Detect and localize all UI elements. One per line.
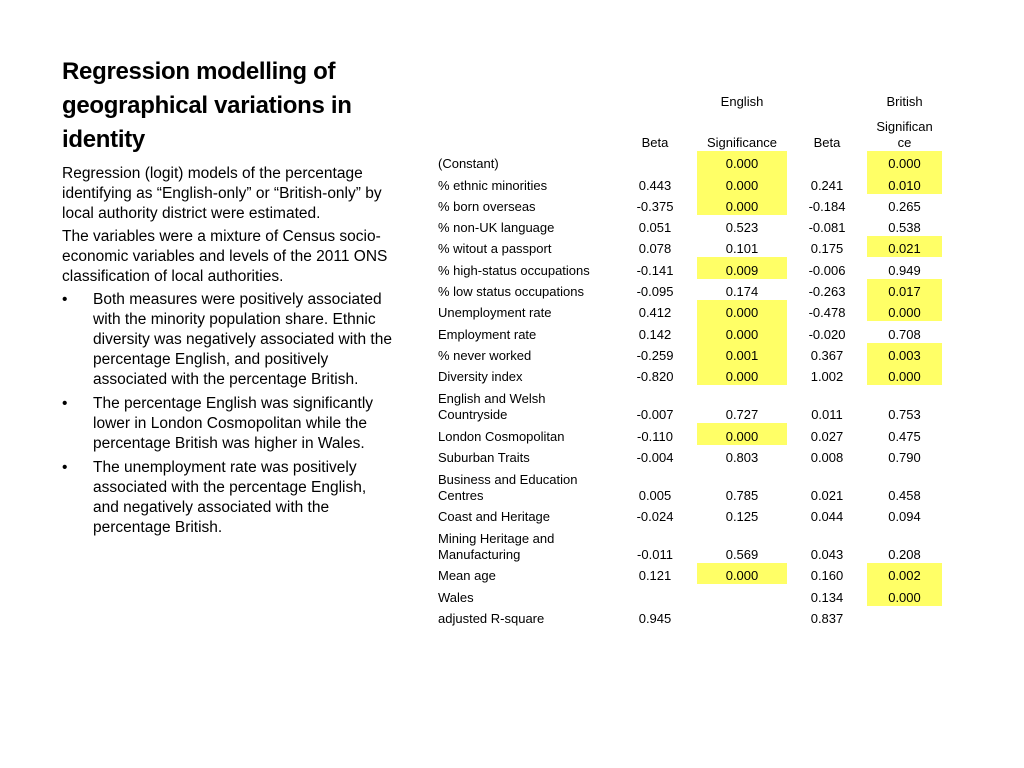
english-significance-cell: 0.000 <box>697 300 787 321</box>
row-label: % high-status occupations <box>438 262 590 278</box>
row-label: Mean age <box>438 568 496 584</box>
english-significance-cell <box>697 584 787 605</box>
row-label: Business and Education Centres <box>438 471 578 503</box>
english-significance-cell: 0.174 <box>725 284 759 300</box>
english-beta-cell: 0.005 <box>638 487 672 503</box>
english-significance-cell <box>697 606 787 627</box>
table-row <box>434 525 942 563</box>
row-label: Suburban Traits <box>438 449 530 465</box>
intro-paragraph: Regression (logit) models of the percentage identifying as “English-only” or “British-only” by local authority district were estimated. <box>62 165 382 222</box>
british-significance-cell: 0.790 <box>888 449 921 465</box>
english-significance-cell: 0.000 <box>697 151 787 172</box>
english-significance-cell: 0.000 <box>697 563 787 584</box>
british-beta-cell: 0.011 <box>811 407 843 423</box>
british-beta-cell: 0.160 <box>810 568 844 584</box>
bullet-marker: • <box>62 395 68 412</box>
british-significance-cell: 0.002 <box>867 563 942 584</box>
british-beta-cell: 0.367 <box>810 347 844 363</box>
british-beta-cell: -0.020 <box>808 326 846 342</box>
english-beta-cell: 0.121 <box>638 568 672 584</box>
english-beta-cell: 0.443 <box>638 177 672 193</box>
english-significance-cell: 0.125 <box>725 509 759 525</box>
english-beta-cell: -0.375 <box>636 198 674 214</box>
british-significance-cell: 0.021 <box>867 236 942 257</box>
british-beta-cell: -0.478 <box>808 305 846 321</box>
row-label: Coast and Heritage <box>438 509 551 525</box>
bullet-marker: • <box>62 291 68 308</box>
british-significance-cell: 0.000 <box>867 364 942 385</box>
bullet-marker: • <box>62 459 68 476</box>
table-row <box>434 151 942 172</box>
table-group-header-row <box>434 91 942 113</box>
bullet-text: The percentage English was significantly lower in London Cosmopolitan while the percentage British was higher in Wales. <box>93 395 374 452</box>
english-significance-cell: 0.785 <box>725 487 759 503</box>
english-beta-cell: -0.820 <box>636 369 674 385</box>
slide-title: Regression modelling of geographical variations in identity <box>62 58 352 153</box>
bullet-item <box>62 458 392 538</box>
english-beta-cell: -0.007 <box>636 407 674 423</box>
british-significance-cell: 0.094 <box>888 509 921 525</box>
british-beta-header: Beta <box>813 135 841 150</box>
british-significance-cell: 0.000 <box>867 300 942 321</box>
bullet-text: Both measures were positively associated with the minority population share. Ethnic diversity was negatively associated with the percentage English, and positively associated with the percentage British. <box>93 291 392 388</box>
row-label: adjusted R-square <box>438 611 545 627</box>
english-beta-cell <box>613 584 697 605</box>
english-significance-cell: 0.000 <box>697 172 787 193</box>
english-beta-cell: -0.024 <box>636 509 674 525</box>
english-beta-cell: 0.945 <box>638 611 672 627</box>
english-beta-header: Beta <box>641 135 669 150</box>
english-significance-cell: 0.727 <box>725 407 759 423</box>
row-label: Unemployment rate <box>438 305 552 321</box>
slide-body <box>62 164 392 542</box>
british-beta-cell: -0.263 <box>808 284 846 300</box>
english-beta-cell: 0.412 <box>638 305 672 321</box>
row-label: Diversity index <box>438 369 523 385</box>
english-significance-cell: 0.569 <box>725 547 759 563</box>
english-beta-cell: 0.078 <box>638 241 672 257</box>
british-beta-cell: 0.043 <box>810 547 844 563</box>
table-row <box>434 563 942 584</box>
british-beta-cell: 0.175 <box>810 241 844 257</box>
english-beta-cell: -0.110 <box>637 428 673 444</box>
british-beta-cell: 0.008 <box>810 449 844 465</box>
british-significance-cell: 0.265 <box>888 198 921 214</box>
british-beta-cell: 0.241 <box>810 177 844 193</box>
table-row <box>434 215 942 236</box>
english-significance-cell: 0.803 <box>725 449 759 465</box>
british-group-header: British <box>886 94 923 109</box>
english-beta-cell: -0.011 <box>637 547 673 563</box>
british-significance-cell: 0.708 <box>888 326 921 342</box>
british-significance-cell: 0.010 <box>867 172 942 193</box>
english-beta-cell: 0.051 <box>638 220 672 236</box>
british-significance-cell: 0.475 <box>888 428 921 444</box>
english-significance-cell: 0.000 <box>697 321 787 342</box>
english-beta-cell: -0.141 <box>636 262 674 278</box>
british-beta-cell: 0.837 <box>810 611 844 627</box>
british-significance-cell: 0.017 <box>867 279 942 300</box>
row-label: % non-UK language <box>438 220 555 236</box>
row-label: % ethnic minorities <box>438 177 548 193</box>
english-significance-cell: 0.000 <box>697 423 787 444</box>
table-row <box>434 194 942 215</box>
english-beta-cell: -0.004 <box>636 449 674 465</box>
british-beta-cell: -0.184 <box>808 198 846 214</box>
british-beta-cell: 0.134 <box>810 589 844 605</box>
english-significance-cell: 0.101 <box>725 241 759 257</box>
row-label: London Cosmopolitan <box>438 428 565 444</box>
row-label: Wales <box>438 589 474 605</box>
british-significance-cell: 0.000 <box>867 151 942 172</box>
row-label: (Constant) <box>438 156 499 172</box>
table-row <box>434 236 942 257</box>
english-beta-cell <box>613 151 697 172</box>
british-significance-cell: 0.208 <box>888 547 921 563</box>
british-significance-cell: 0.458 <box>888 487 921 503</box>
english-significance-cell: 0.009 <box>697 257 787 278</box>
bullet-text: The unemployment rate was positively associated with the percentage English, and negatively associated with the percentage British. <box>93 459 367 536</box>
british-significance-cell: 0.003 <box>867 343 942 364</box>
table-row <box>434 445 942 466</box>
intro-paragraph: The variables were a mixture of Census socio-economic variables and levels of the 2011 ONS classification of local authorities. <box>62 228 388 285</box>
table-row <box>434 423 942 444</box>
english-significance-cell: 0.523 <box>725 220 759 236</box>
row-label: Employment rate <box>438 326 537 342</box>
row-label: % never worked <box>438 347 532 363</box>
english-significance-cell: 0.000 <box>697 364 787 385</box>
table-column-header-row <box>434 113 942 151</box>
table-row <box>434 606 942 627</box>
table-row <box>434 257 942 278</box>
british-beta-cell: -0.081 <box>808 220 846 236</box>
table-row <box>434 364 942 385</box>
english-beta-cell: -0.259 <box>636 347 674 363</box>
english-significance-cell: 0.000 <box>697 194 787 215</box>
english-significance-header: Significance <box>706 135 778 150</box>
table-row <box>434 279 942 300</box>
table-row <box>434 321 942 342</box>
british-beta-cell: 0.044 <box>810 509 844 525</box>
regression-table <box>434 91 942 627</box>
british-significance-cell: 0.538 <box>888 220 921 236</box>
table-row <box>434 504 942 525</box>
table-row <box>434 300 942 321</box>
table-row <box>434 343 942 364</box>
row-label: % witout a passport <box>438 241 552 257</box>
british-beta-cell: 0.027 <box>810 428 844 444</box>
table-row <box>434 172 942 193</box>
row-label: English and Welsh Countryside <box>438 391 546 423</box>
row-label: % low status occupations <box>438 284 584 300</box>
bullet-item <box>62 290 392 390</box>
british-significance-header: Significan ce <box>876 119 933 150</box>
table-row <box>434 385 942 423</box>
english-group-header: English <box>720 94 764 109</box>
english-beta-cell: 0.142 <box>638 326 672 342</box>
british-significance-cell: 0.000 <box>867 584 942 605</box>
row-label: % born overseas <box>438 198 536 214</box>
bullet-list <box>62 290 392 538</box>
table-row <box>434 466 942 504</box>
british-beta-cell: -0.006 <box>808 262 846 278</box>
british-beta-cell: 1.002 <box>810 369 844 385</box>
english-beta-cell: -0.095 <box>636 284 674 300</box>
british-significance-cell: 0.753 <box>888 407 921 423</box>
british-beta-cell: 0.021 <box>810 487 844 503</box>
english-significance-cell: 0.001 <box>697 343 787 364</box>
british-significance-cell <box>867 606 942 627</box>
bullet-item <box>62 394 392 454</box>
row-label: Mining Heritage and Manufacturing <box>438 531 555 563</box>
british-significance-cell: 0.949 <box>888 262 921 278</box>
table-row <box>434 584 942 605</box>
british-beta-cell <box>787 151 867 172</box>
